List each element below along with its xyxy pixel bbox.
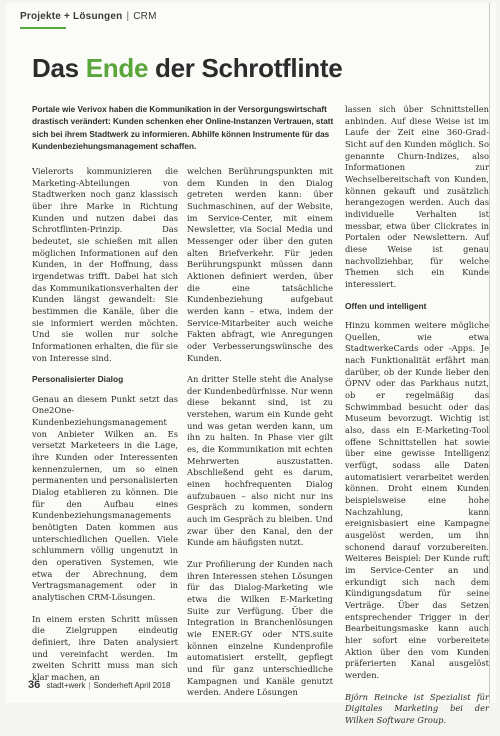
paragraph: Vielerorts kommunizieren die Marketing-Abteilungen von Stadtwerken noch ganz klassisch über ihre Marke in Richtung Kunden und nutzen dabei das Schrotflinten-Prinzip. Das bedeutet, sie schießen mit allen möglichen Informationen auf den Kunden, in der Hoffnung, dass irgendetwas trifft. Dabei hat sich das Kommunikationsverhalten der Kunden längst gewandelt: Sie bestimmen die Kanäle, über die sie informiert werden möchten. Und sie wollen nur solche Informationen erhalten, die für sie von Interesse sind. (32, 166, 178, 363)
paragraph: welchen Berührungspunkten mit dem Kunden in den Dialog getreten werden kann: über Suchmaschinen, auf der Website, im Service-Center, mit einem Newsletter, via Social Media und Messenger oder über den guten alten Briefverkehr. Für jeden Berührungspunkt müssen dann Aktionen definiert werden, über die eine tatsächliche Kundenbeziehung aufgebaut werden kann – etwa, indem der Service-Mitarbeiter auch weiche Fakten abfragt, wie Anregungen oder Verbesserungswünsche des Kunden. (187, 166, 333, 363)
headline-part-2: der Schrotflinte (148, 53, 343, 83)
paragraph: Zur Profilierung der Kunden nach ihren Interessen stehen Lösungen für das Dialog-Marketing wie etwa die Wilken E-Marketing Suite zur Verfügung. Über die Integration in Branchenlösungen wie ENER:GY oder NTS.suite können einzelne Kundenprofile automatisiert erstellt, gepflegt und für ganz unterschiedliche Kampagnen und Kanäle genutzt werden. Andere Lösungen (187, 559, 333, 698)
text-column-1 (32, 166, 178, 694)
section-header (20, 11, 157, 22)
headline-part-1: Das (32, 53, 86, 83)
article-headline (32, 53, 342, 84)
header-separator: | (126, 11, 130, 22)
footer-separator: | (88, 681, 91, 690)
paragraph: In einem ersten Schritt müssen die Zielgruppen eindeutig definiert, ihre Daten analysiert und vereinfacht werden. Im zweiten Schritt muss man sich klar machen, an (32, 613, 178, 682)
subheading-personalisierter-dialog: Personalisierter Dialog (32, 374, 124, 385)
paragraph: Genau an diesem Punkt setzt das One2One-Kundenbeziehungsmanagement von Anbieter Wilken an. Es versetzt Marketeers in die Lage, ihre Kunden oder Interessenten kennenzulernen, um so einen permanenten und personalisierten Dialog etablieren zu können. Die für den Aufbau eines Kundenbeziehungsmanagements benötigten Daten kommen aus unterschiedlichen Quellen. Viele schlummern völlig ungenutzt in den operativen Systemen, wie etwa der Abrechnung, dem Vertragsmanagement oder in analytischen CRM-Lösungen. (32, 393, 178, 602)
paragraph: Hinzu kommen weitere mögliche Quellen, wie etwa StadtwerkeCards oder -Apps. Je nach Funktionalität erfährt man darüber, ob der Kunde lieber den ÖPNV oder das Parkhaus nutzt, ob er regelmäßig das Schwimmbad besucht oder das Museum bevorzugt. Wichtig ist also, dass ein E-Marketing-Tool offene Schnittstellen hat sowie über eine gewisse Intelligenz verfügt, sodass alle Daten automatisiert verarbeitet werden können. Droht einem Kunden beispielsweise eine hohe Nachzahlung, kann ereignisbasiert eine Kampagne ausgelöst werden, um ihn schonend darauf vorzubereiten. Weiteres Beispiel: Der Kunde ruft im Service-Center an und erkundigt sich nach dem Kündigungsdatum für seine Verträge. Über das Setzen entsprechender Trigger in der Bearbeitungsmaske kann auch hier sofort eine vorbereitete Aktion über den vom Kunden präferierten Kanal ausgelöst werden. (345, 320, 489, 680)
page-number: 36 (28, 679, 41, 691)
section-name: CRM (133, 11, 157, 22)
section-category: Projekte + Lösungen (20, 11, 123, 22)
issue-info: Sonderheft April 2018 (93, 681, 171, 690)
paragraph: An dritter Stelle steht die Analyse der Kundenbedürfnisse. Nur wenn diese bekannt sind, ist zu verstehen, warum ein Kunde geht und was getan werden kann, um ihn zu halten. In Phase vier gilt es, die Kommunikation mit echten Mehrwerten auszustatten. Abschließend geht es darum, einen hochfrequenten Dialog aufzubauen – also nicht nur ins Gespräch zu kommen, sondern auch im Gespräch zu bleiben. Und zwar über den Kanal, den der Kunde am häufigsten nutzt. (187, 374, 333, 548)
header-accent-rule (20, 27, 66, 29)
paragraph: lassen sich über Schnittstellen anbinden. Auf diese Weise ist im Laufe der Zeit eine 360-Grad-Sicht auf den Kunden möglich. So genannte Churn-Indizes, also Informationen zur Wechselbereitschaft von Kunden, können gekauft und zusätzlich herangezogen werden. Auch das individuelle Verhalten ist messbar, etwa über Clickrates in Portalen oder Newslettern. Auf diese Weise ist genau nachvollziehbar, für welche Themen sich ein Kunde interessiert. (345, 104, 489, 289)
magazine-name: stadt+werk (46, 681, 86, 690)
text-column-3 (345, 104, 489, 736)
magazine-page (6, 3, 496, 725)
page-edge (489, 3, 490, 703)
subheading-offen-und-intelligent: Offen und intelligent (345, 300, 427, 311)
author-byline: Björn Reincke ist Spezialist für Digitales Marketing bei der Wilken Software Group. (345, 691, 489, 725)
text-column-2 (187, 166, 333, 709)
headline-accent-word: Ende (85, 53, 149, 83)
page-footer (28, 679, 170, 691)
article-lead: Portale wie Verivox haben die Kommunikation in der Versorgungswirtschaft drastisch verändert: Kunden schenken eher Online-Instanzen Vertrauen, statt sich bei ihrem Stadtwerk zu informieren. Abhilfe können Instrumente für das Kundenbeziehungsmanagement schaffen. (32, 105, 334, 151)
